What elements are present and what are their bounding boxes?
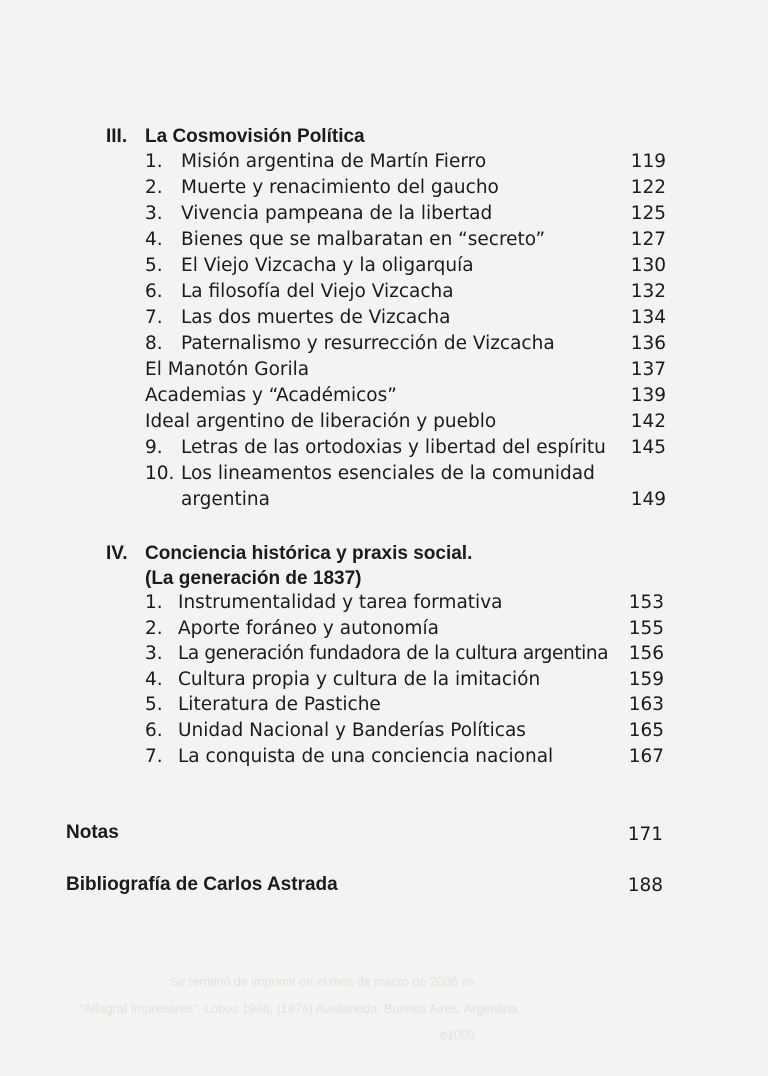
entry-number: 3.: [145, 203, 163, 224]
section-numeral: III.: [106, 126, 128, 147]
entry-title: Misión argentina de Martín Fierro: [181, 151, 487, 172]
bibliografia-label: Bibliografía de Carlos Astrada: [66, 874, 338, 895]
notas-label: Notas: [66, 822, 119, 843]
section-title: La Cosmovisión Política: [145, 126, 365, 147]
section-title: Conciencia histórica y praxis social.: [145, 543, 473, 564]
entry-page: 130: [630, 255, 666, 276]
entry-page: 142: [630, 411, 666, 432]
entry-number: 1.: [145, 151, 163, 172]
entry-title: Paternalismo y resurrección de Vizcacha: [181, 333, 555, 354]
entry-page: 167: [628, 746, 664, 767]
entry-page: 159: [628, 669, 664, 690]
entry-page: 137: [630, 359, 666, 380]
section-numeral: IV.: [106, 543, 128, 564]
entry-page: 155: [628, 618, 664, 639]
entry-number: 1.: [145, 592, 163, 613]
entry-title: La conquista de una conciencia nacional: [178, 746, 554, 767]
entry-title: Literatura de Pastiche: [178, 694, 381, 715]
entry-title: Vivencia pampeana de la libertad: [181, 203, 493, 224]
notas-page: 171: [627, 824, 663, 845]
entry-number: 10.: [145, 463, 175, 484]
bleed-through-text: e1000: [440, 1028, 475, 1042]
entry-page: 132: [630, 281, 666, 302]
entry-title: Aporte foráneo y autonomía: [178, 618, 439, 639]
entry-page: 134: [630, 307, 666, 328]
bleed-through-text: Se terminó de imprimir en el mes de marzo de 2006 en: [170, 975, 476, 989]
entry-page: 122: [630, 177, 666, 198]
entry-page: 119: [630, 151, 666, 172]
entry-number: 2.: [145, 177, 163, 198]
entry-title: Letras de las ortodoxias y libertad del espíritu: [181, 437, 606, 458]
entry-page: 153: [628, 592, 664, 613]
entry-title: El Viejo Vizcacha y la oligarquía: [181, 255, 474, 276]
entry-title: Cultura propia y cultura de la imitación: [178, 669, 541, 690]
entry-number: 6.: [145, 281, 163, 302]
bleed-through-text: “Alfagraf Impresores”, Lobos 1968, (1874) Avellaneda, Buenos Aires, Argentina.: [80, 1002, 522, 1016]
entry-title: Muerte y renacimiento del gaucho: [181, 177, 499, 198]
entry-number: 7.: [145, 746, 163, 767]
entry-page: 156: [628, 643, 664, 664]
entry-number: 5.: [145, 694, 163, 715]
entry-number: 9.: [145, 437, 163, 458]
entry-title: La filosofía del Viejo Vizcacha: [181, 281, 454, 302]
bibliografia-page: 188: [627, 875, 663, 896]
entry-title: Unidad Nacional y Banderías Políticas: [178, 720, 526, 741]
entry-title: La generación fundadora de la cultura argentina: [178, 643, 609, 664]
section-subtitle: (La generación de 1837): [145, 568, 362, 589]
entry-title: El Manotón Gorila: [145, 359, 310, 380]
entry-number: 2.: [145, 618, 163, 639]
entry-page: 163: [628, 694, 664, 715]
entry-number: 3.: [145, 643, 163, 664]
entry-page: 165: [628, 720, 664, 741]
entry-number: 5.: [145, 255, 163, 276]
entry-page: 149: [630, 489, 666, 510]
entry-title: Ideal argentino de liberación y pueblo: [145, 411, 497, 432]
entry-page: 125: [630, 203, 666, 224]
entry-page: 139: [630, 385, 666, 406]
entry-title: Instrumentalidad y tarea formativa: [178, 592, 503, 613]
entry-number: 8.: [145, 333, 163, 354]
entry-page: 136: [630, 333, 666, 354]
entry-title: Bienes que se malbaratan en “secreto”: [181, 229, 546, 250]
entry-number: 6.: [145, 720, 163, 741]
entry-number: 7.: [145, 307, 163, 328]
entry-title: argentina: [181, 489, 270, 510]
entry-number: 4.: [145, 669, 163, 690]
entry-title: Las dos muertes de Vizcacha: [181, 307, 451, 328]
entry-page: 145: [630, 437, 666, 458]
entry-title: Academias y “Académicos”: [145, 385, 397, 406]
entry-title: Los lineamentos esenciales de la comunidad: [181, 463, 595, 484]
entry-number: 4.: [145, 229, 163, 250]
entry-page: 127: [630, 229, 666, 250]
